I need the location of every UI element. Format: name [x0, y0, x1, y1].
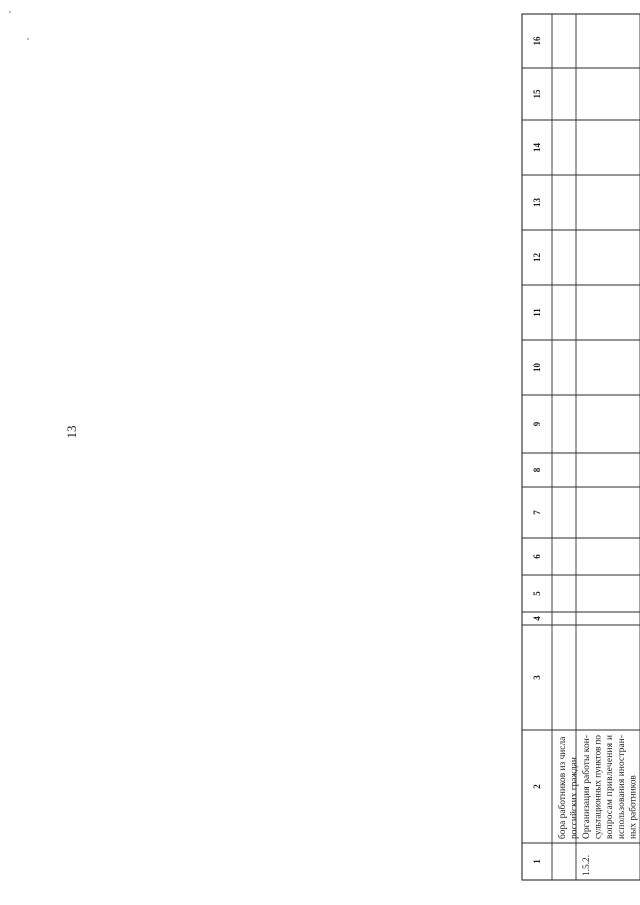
- row-text-line: использования иностран-: [616, 735, 627, 839]
- column-number-10: 10: [532, 363, 542, 372]
- column-number-11: 11: [532, 308, 542, 317]
- scan-speck: [9, 11, 11, 13]
- column-number-1: 1: [532, 859, 542, 864]
- column-number-5: 5: [532, 591, 542, 596]
- row-number: 1.5.2.: [582, 854, 592, 876]
- column-number-3: 3: [532, 675, 542, 680]
- column-number-row: [532, 36, 542, 864]
- row-text-line: российских граждан: [569, 757, 580, 839]
- row-text-line: Организация работы кон-: [582, 735, 592, 839]
- page-number: 13: [64, 425, 79, 439]
- column-number-14: 14: [532, 143, 542, 152]
- scan-speck: [27, 38, 29, 40]
- row-text-line: ных работников: [628, 775, 639, 839]
- column-number-9: 9: [532, 421, 542, 427]
- row-text-line: сультационных пунктов по: [593, 735, 604, 839]
- column-number-15: 15: [532, 89, 542, 99]
- column-number-7: 7: [532, 510, 542, 515]
- column-number-6: 6: [532, 554, 542, 559]
- table-row: [581, 735, 638, 876]
- column-number-12: 12: [532, 253, 542, 262]
- table-body: [557, 733, 640, 876]
- row-text-line: бора работников из числа: [558, 736, 568, 839]
- table: [522, 14, 640, 880]
- column-number-13: 13: [532, 198, 542, 207]
- row-text-line: вопросам привлечения и: [605, 735, 616, 839]
- column-number-4: 4: [532, 616, 542, 621]
- column-number-2: 2: [532, 784, 542, 789]
- column-number-8: 8: [532, 467, 542, 473]
- column-number-16: 16: [532, 36, 542, 46]
